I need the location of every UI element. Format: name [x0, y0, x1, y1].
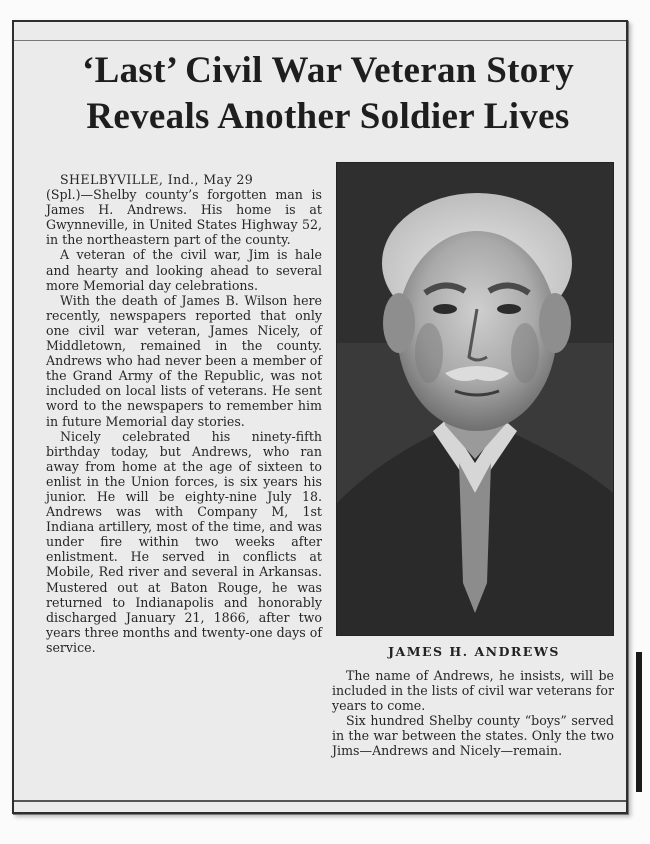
- bottom-rule: [14, 800, 626, 802]
- portrait-photo: [336, 162, 614, 636]
- page-edge-bar: [636, 652, 642, 792]
- article-paragraph: The name of Andrews, he insists, will be included in the lists of civil war veterans for years to come.: [332, 668, 614, 714]
- article-continuation: [332, 668, 614, 759]
- article-paragraph: A veteran of the civil war, Jim is hale and hearty and looking ahead to several more Memorial day celebrations.: [46, 247, 322, 293]
- top-rule: [14, 40, 626, 41]
- photo-caption: JAMES H. ANDREWS: [388, 644, 560, 659]
- article-body: [46, 172, 322, 655]
- headline-line-2: Reveals Another Soldier Lives: [86, 96, 570, 137]
- article-paragraph: With the death of James B. Wilson here recently, newspapers reported that only one civil war veteran, James Nicely, of Middletown, remained in the county. Andrews who had never been a member of the Grand Army of the Republic, was not included on local lists of veterans. He sent word to the newspapers to remember him in future Memorial day stories.: [46, 292, 322, 429]
- article-paragraph: Nicely celebrated his ninety-fifth birthday today, but Andrews, who ran away from home at the age of sixteen to enlist in the Union forces, is six years his junior. He will be eighty-nine July 18. Andrews was with Company M, 1st Indiana artillery, most of the time, and was under fire within two weeks after enlistment. He served in conflicts at Mobile, Red river and several in Arkansas. Mustered out at Baton Rouge, he was returned to Indianapolis and honorably discharged January 21, 1866, after two years three months and twenty-one days of service.: [46, 428, 322, 655]
- article-paragraph: (Spl.)—Shelby county’s forgotten man is James H. Andrews. His home is at Gwynneville, in United States Highway 52, in the northeastern part of the county.: [46, 187, 322, 248]
- headline-line-1: ‘Last’ Civil War Veteran Story: [81, 50, 575, 91]
- dateline: SHELBYVILLE, Ind., May 29: [60, 172, 254, 187]
- headline: [28, 48, 628, 140]
- article-paragraph: Six hundred Shelby county “boys” served in the war between the states. Only the two Jims—Andrews and Nicely—remain.: [332, 713, 614, 759]
- portrait-illustration: [337, 163, 613, 635]
- newspaper-clipping: [12, 20, 628, 814]
